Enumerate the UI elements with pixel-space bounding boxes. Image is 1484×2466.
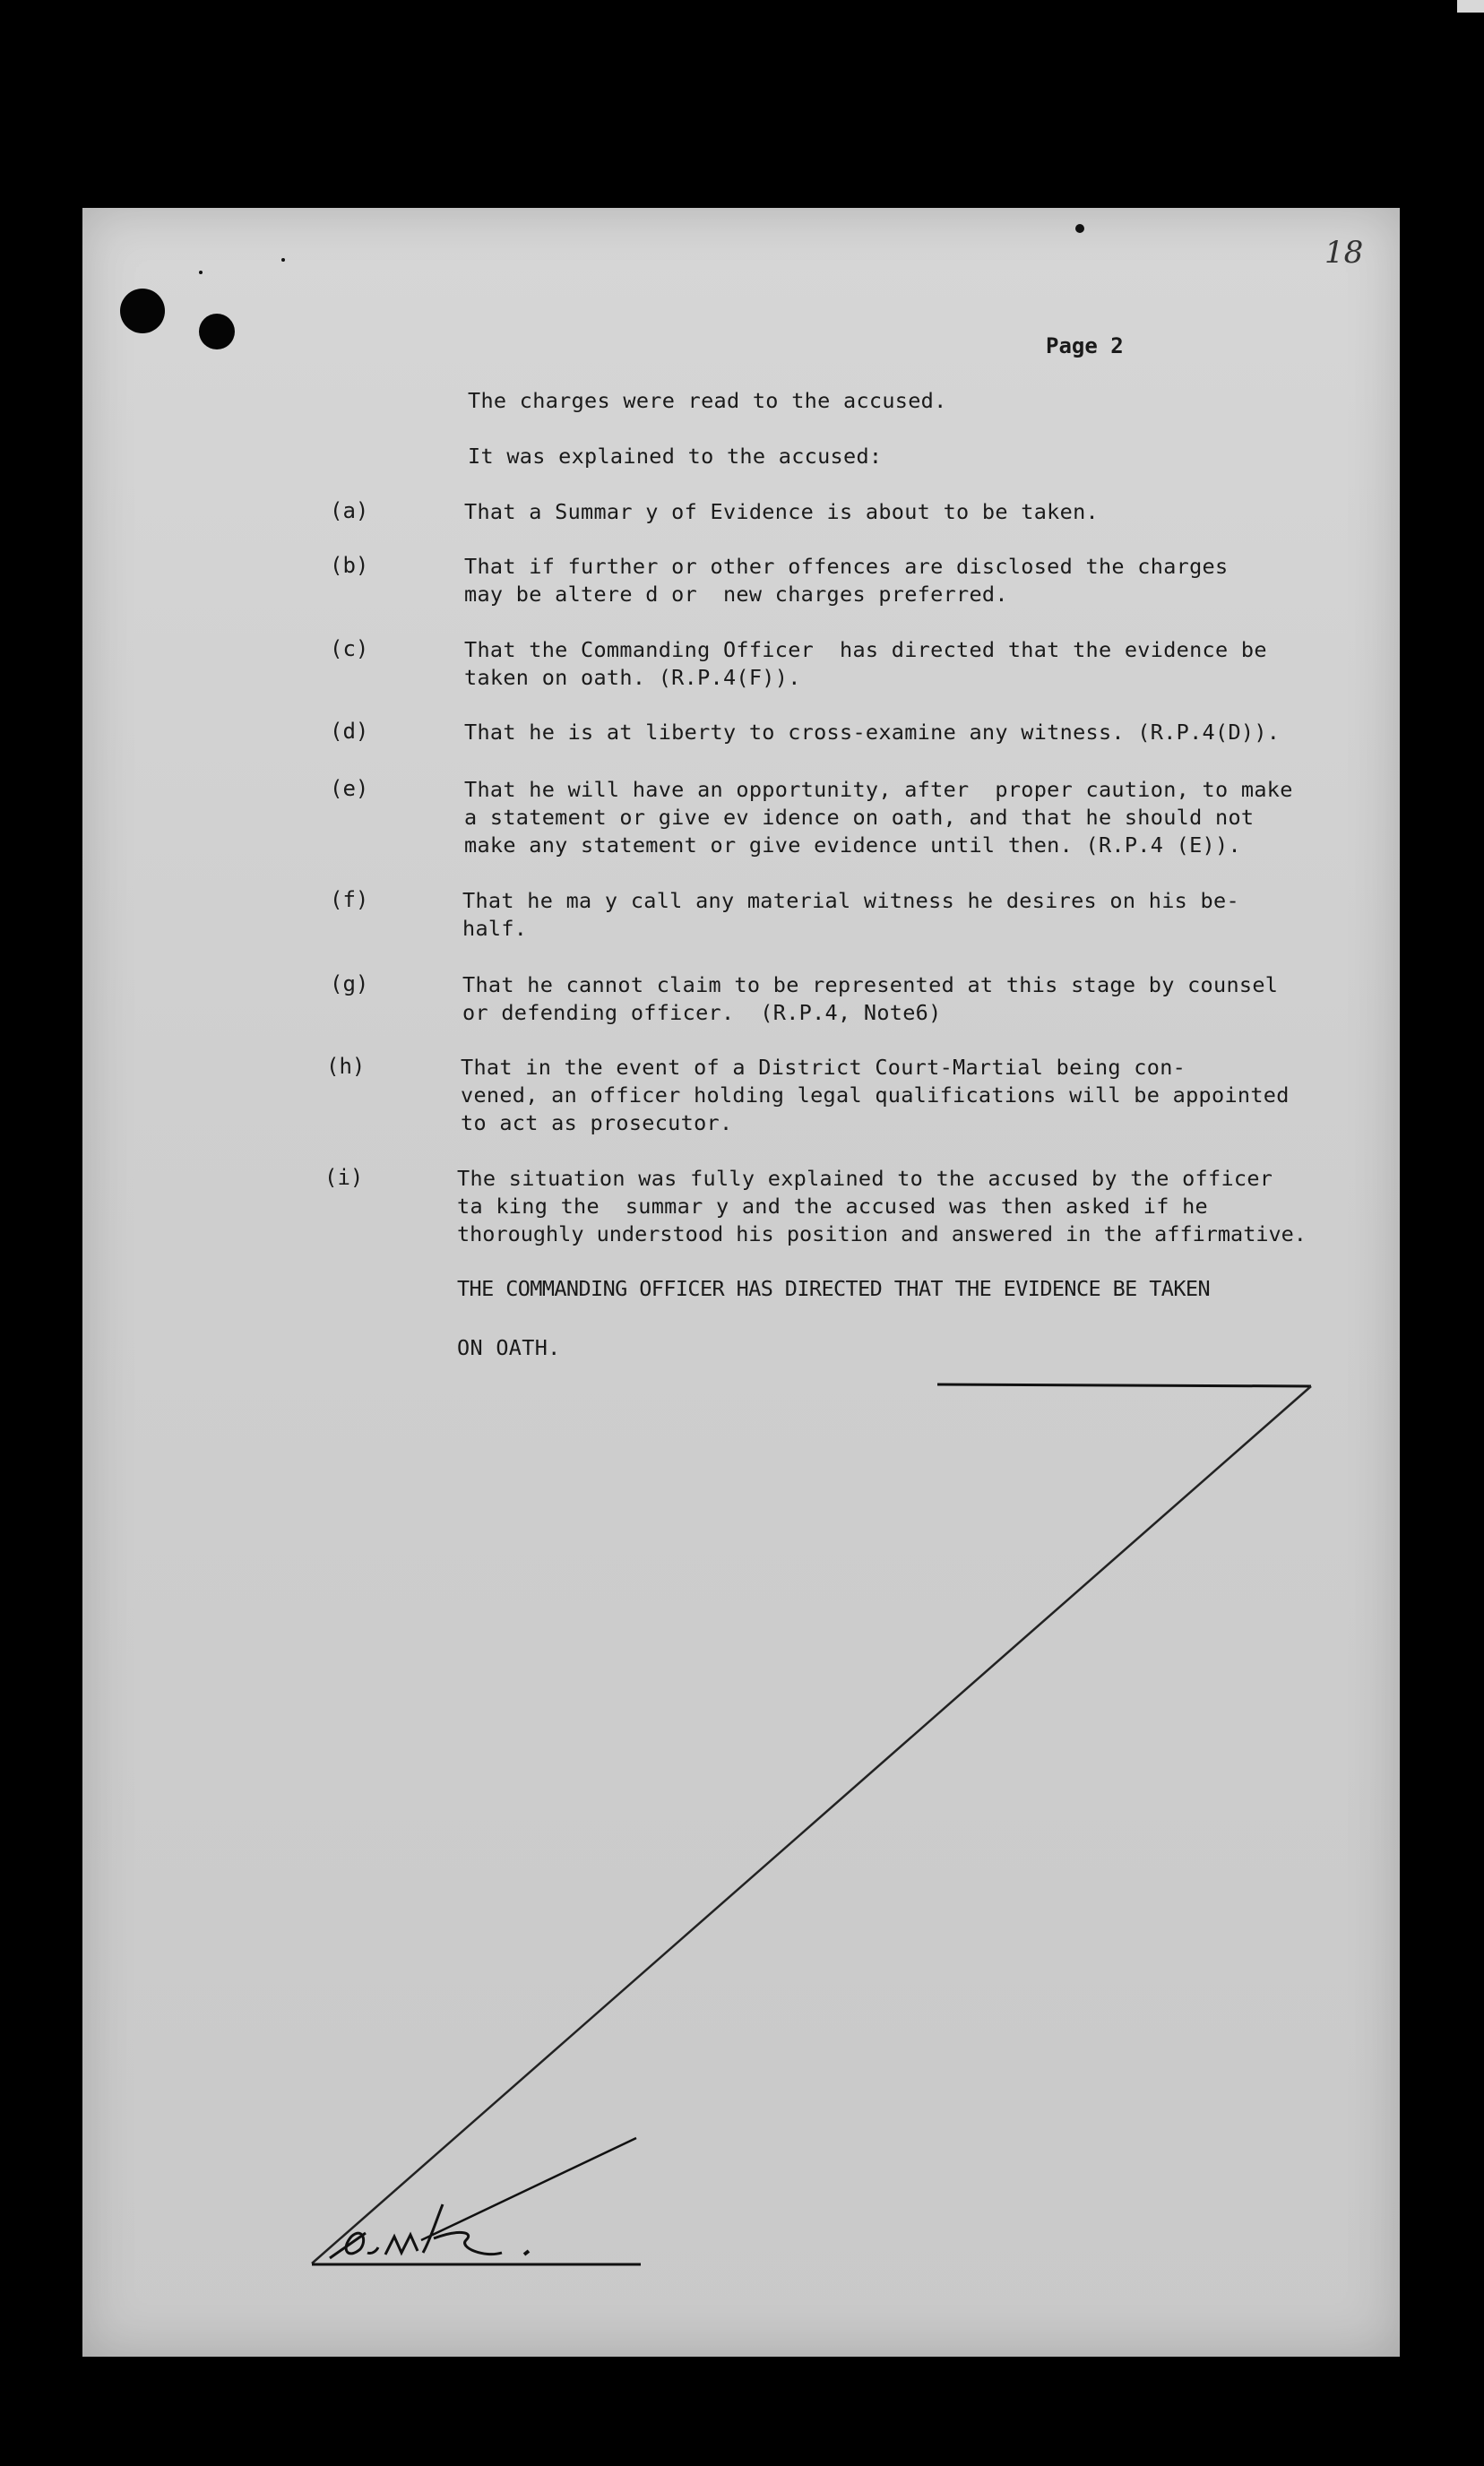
page-label: Page 2 [1046,333,1124,358]
item-line: or defending officer. (R.P.4, Note6) [462,1000,942,1025]
directive-line: THE COMMANDING OFFICER HAS DIRECTED THAT THE EVIDENCE BE TAKEN [457,1276,1210,1301]
item-line: a statement or give ev idence on oath, and that he should not [464,805,1255,830]
item-line: to act as prosecutor. [461,1110,733,1135]
item-line: taken on oath. (R.P.4(F)). [464,665,801,690]
item-line: That the Commanding Officer has directed that the evidence be [464,637,1267,662]
punch-hole [199,314,235,349]
item-line: The situation was fully explained to the accused by the officer [457,1166,1273,1191]
punch-hole [120,289,165,333]
item-text [464,553,1228,608]
scan-edge [1457,0,1484,13]
item-line: make any statement or give evidence until then. (R.P.4 (E)). [464,832,1241,858]
item-line: thoroughly understood his position and answered in the affirmative. [457,1221,1307,1246]
item-text [464,776,1293,859]
item-text [464,498,1099,526]
item-line: half. [462,916,528,941]
intro-line: The charges were read to the accused. [468,388,947,413]
item-line: That if further or other offences are disclosed the charges [464,554,1229,579]
item-line: may be altere d or new charges preferred. [464,582,1008,607]
item-text [461,1054,1290,1137]
item-label: (e) [330,776,369,801]
speck [199,271,203,274]
item-line: That in the event of a District Court-Martial being con- [461,1055,1186,1080]
speck [281,258,285,262]
item-line: That he ma y call any material witness he desires on his be- [462,888,1239,913]
item-label: (g) [330,971,369,996]
item-line: vened, an officer holding legal qualifications will be appointed [461,1082,1290,1108]
item-line: That a Summar y of Evidence is about to be taken. [464,499,1099,524]
item-label: (a) [330,498,369,523]
item-text [464,636,1267,692]
item-label: (f) [330,887,369,912]
item-text [462,971,1278,1027]
item-label: (d) [330,719,369,744]
item-line: That he is at liberty to cross-examine any witness. (R.P.4(D)). [464,720,1281,745]
item-line: That he cannot claim to be represented at this stage by counsel [462,972,1279,997]
item-label: (b) [330,553,369,578]
item-label: (h) [326,1054,366,1079]
intro-line: It was explained to the accused: [468,444,883,469]
folio-number: 18 [1324,235,1364,271]
directive-line: ON OATH. [457,1335,561,1360]
item-text [462,887,1239,943]
item-text [464,719,1280,746]
item-text [457,1165,1307,1248]
item-line: ta king the summar y and the accused was then asked if he [457,1194,1208,1219]
item-line: That he will have an opportunity, after proper caution, to make [464,777,1293,802]
item-label: (c) [330,636,369,661]
speck [1075,224,1084,233]
item-label: (i) [324,1165,364,1190]
